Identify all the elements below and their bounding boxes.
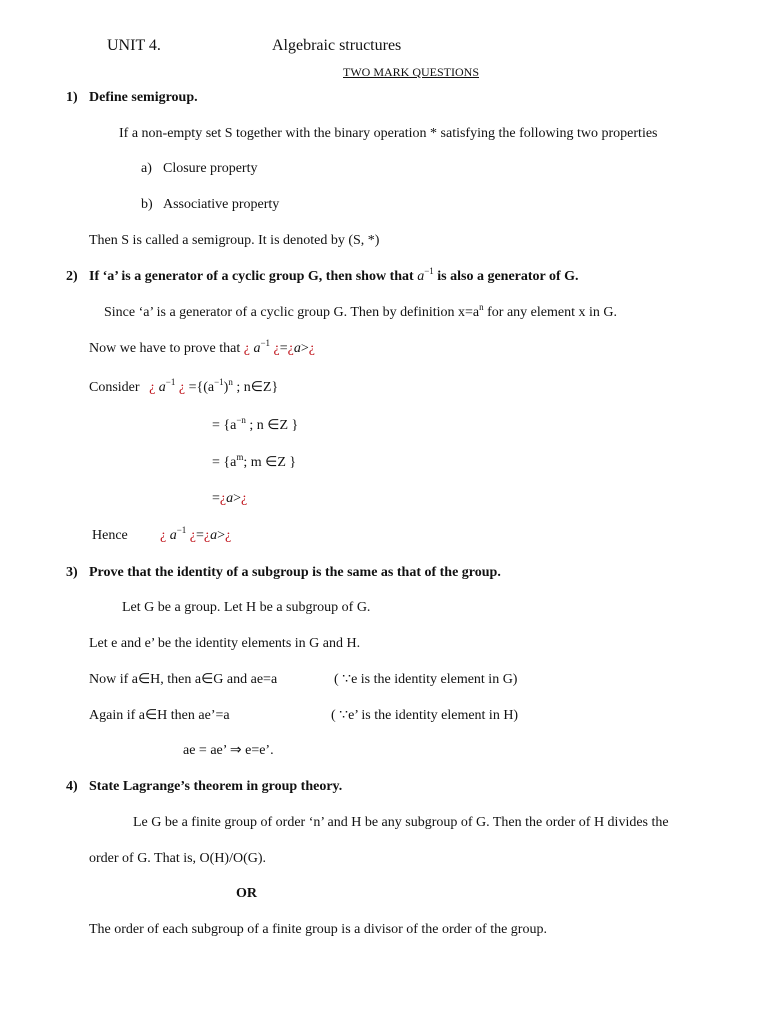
q3-line4: Again if a∈H then ae’=a xyxy=(89,708,230,723)
inverse-mark: ¿ xyxy=(189,528,197,543)
q2-step1-exp: −n xyxy=(236,415,246,425)
q2-question xyxy=(89,266,579,284)
math-a: a xyxy=(293,341,301,356)
q4-or: OR xyxy=(236,886,257,901)
math-exp: −1 xyxy=(260,338,271,348)
q1-intro: If a non-empty set S together with the binary operation * satisfying the following two properties xyxy=(119,126,658,141)
q2-step2-pre: = {a xyxy=(212,455,237,470)
q2-line1-pre: Since ‘a’ is a generator of a cyclic group G. Then by definition x=a xyxy=(104,305,480,320)
section-subtitle: TWO MARK QUESTIONS xyxy=(343,65,479,79)
q2-consider-exp: −1 xyxy=(214,377,224,387)
q2-line1-post: for any element x in G. xyxy=(487,305,617,320)
q3-line1: Let G be a group. Let H be a subgroup of G. xyxy=(122,600,371,615)
q2-consider-n: n xyxy=(228,377,233,387)
q3-line5: ae = ae’ ⇒ e=e’. xyxy=(183,743,274,758)
math-a: a xyxy=(158,380,166,395)
math-gt: > xyxy=(300,341,309,356)
q1-item-a-text: Closure property xyxy=(163,161,258,176)
inverse-mark: ¿ xyxy=(241,491,248,506)
q2-consider-set: ={(a xyxy=(188,380,215,395)
q2-step3 xyxy=(212,492,247,506)
q2-step1-post: ; n ∈Z } xyxy=(249,418,299,433)
q2-line2 xyxy=(89,338,315,356)
q2-step2 xyxy=(212,452,297,470)
q3-question: Prove that the identity of a subgroup is the same as that of the group. xyxy=(89,565,501,580)
q3-number: 3) xyxy=(66,565,78,580)
q1-conclusion: Then S is called a semigroup. It is denoted by (S, *) xyxy=(89,233,380,248)
math-a: a xyxy=(210,528,218,543)
inverse-mark: ¿ xyxy=(287,341,294,356)
q3-line2: Let e and e’ be the identity elements in G and H. xyxy=(89,636,361,651)
q1-number: 1) xyxy=(66,90,78,105)
math-a: a xyxy=(253,341,261,356)
q2-question-pre: If ‘a’ is a generator of a cyclic group G, then show that xyxy=(89,269,414,284)
q2-line2-pre: Now we have to prove that xyxy=(89,341,241,356)
inverse-mark: ¿ xyxy=(178,380,186,395)
q2-consider: Consider xyxy=(89,380,140,395)
q3-line4-reason: ( ∵e’ is the identity element in H) xyxy=(331,708,519,723)
q2-step2-post: ; m ∈Z } xyxy=(243,455,297,470)
page-title: Algebraic structures xyxy=(272,37,402,54)
q2-step1-pre: = {a xyxy=(212,418,237,433)
math-eq: = xyxy=(196,528,204,543)
inverse-mark: ¿ xyxy=(273,341,280,356)
q1-item-a-label: a) xyxy=(141,161,152,176)
q1-question: Define semigroup. xyxy=(89,90,198,105)
q2-hence: Hence xyxy=(92,528,128,543)
q4-line3: The order of each subgroup of a finite group is a divisor of the order of the group. xyxy=(89,922,547,937)
unit-label: UNIT 4. xyxy=(107,37,161,54)
inverse-mark: ¿ xyxy=(243,341,250,356)
q2-step1 xyxy=(212,415,299,433)
inverse-mark: ¿ xyxy=(219,491,227,506)
math-exp: −1 xyxy=(176,525,187,535)
inverse-mark: ¿ xyxy=(225,528,232,543)
q2-consider-cond: ; n∈Z} xyxy=(236,380,279,395)
q4-question: State Lagrange’s theorem in group theory. xyxy=(89,779,343,794)
math-a: a xyxy=(226,491,234,506)
q2-question-post: is also a generator of G. xyxy=(437,269,579,284)
inverse-mark: ¿ xyxy=(308,341,315,356)
q2-question-exp: −1 xyxy=(424,266,434,276)
q2-line1 xyxy=(104,302,617,320)
q2-number: 2) xyxy=(66,269,78,284)
q2-consider-line xyxy=(89,377,279,395)
q4-line2: order of G. That is, O(H)/O(G). xyxy=(89,851,267,866)
q3-line3: Now if a∈H, then a∈G and ae=a xyxy=(89,672,278,687)
q2-consider-tail: ) xyxy=(223,380,229,395)
math-eq: = xyxy=(279,341,288,356)
inverse-mark: ¿ xyxy=(160,528,167,543)
q2-step3-pre: = xyxy=(212,491,220,506)
q1-item-b-label: b) xyxy=(141,197,153,212)
math-exp: −1 xyxy=(165,377,176,387)
math-gt: > xyxy=(217,528,226,543)
q1-item-b-text: Associative property xyxy=(163,197,280,212)
q2-hence-expr xyxy=(160,525,232,543)
q4-line1: Le G be a finite group of order ‘n’ and H be any subgroup of G. Then the order of H divides the xyxy=(133,815,669,830)
inverse-mark: ¿ xyxy=(203,528,211,543)
q2-line1-exp: n xyxy=(479,302,484,312)
math-gt: > xyxy=(233,491,242,506)
q2-question-base: a xyxy=(417,269,425,284)
q3-line3-reason: ( ∵e is the identity element in G) xyxy=(334,672,518,687)
q2-step2-exp: m xyxy=(236,452,244,462)
q4-number: 4) xyxy=(66,779,78,794)
inverse-mark: ¿ xyxy=(149,380,156,395)
math-a: a xyxy=(169,528,177,543)
